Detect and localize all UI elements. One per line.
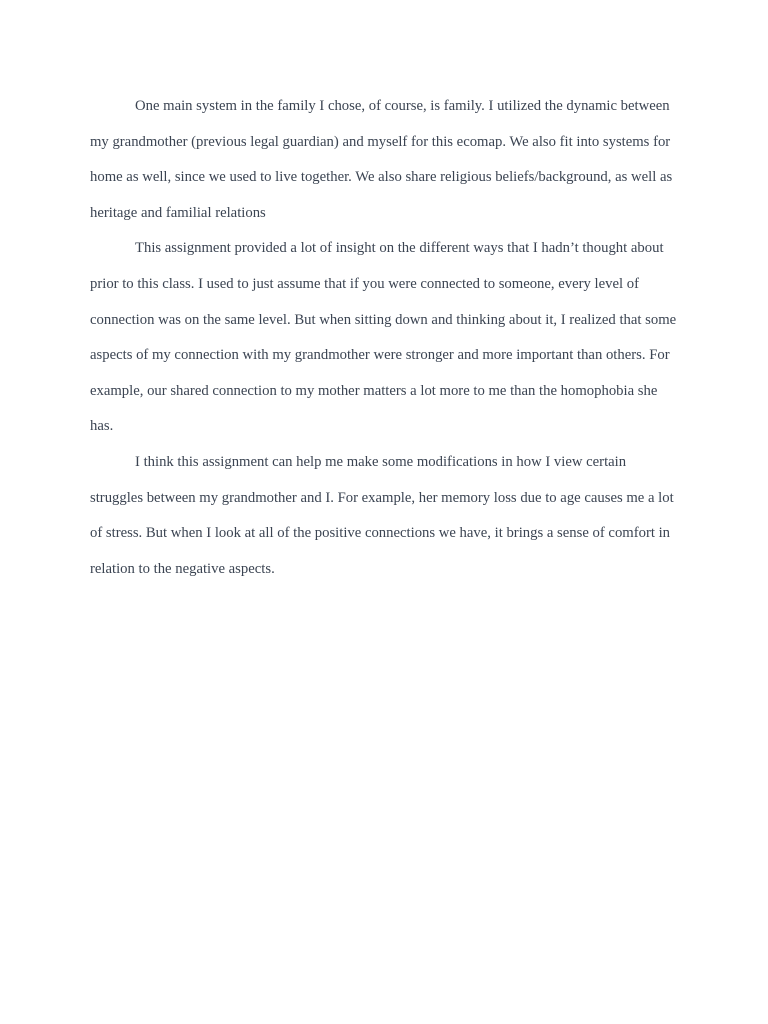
paragraph-2: This assignment provided a lot of insight on the different ways that I hadn’t thought about prior to this class. I used to just assume that if you were connected to someone, every level of connection was on the same level. But when sitting down and thinking about it, I realized that some aspects of my connection with my grandmother were stronger and more important than others. For example, our shared connection to my mother matters a lot more to me than the homophobia she has. [90,240,677,435]
paragraph-1: One main system in the family I chose, of course, is family. I utilized the dynamic between my grandmother (previous legal guardian) and myself for this ecomap. We also fit into systems for home as well, since we used to live together. We also share religious beliefs/background, as well as heritage and familial relations [90,98,673,221]
document-body [90,89,678,587]
paragraph-3: I think this assignment can help me make some modifications in how I view certain struggles between my grandmother and I. For example, her memory loss due to age causes me a lot of stress. But when I look at all of the positive connections we have, it brings a sense of comfort in relation to the negative aspects. [90,453,674,577]
